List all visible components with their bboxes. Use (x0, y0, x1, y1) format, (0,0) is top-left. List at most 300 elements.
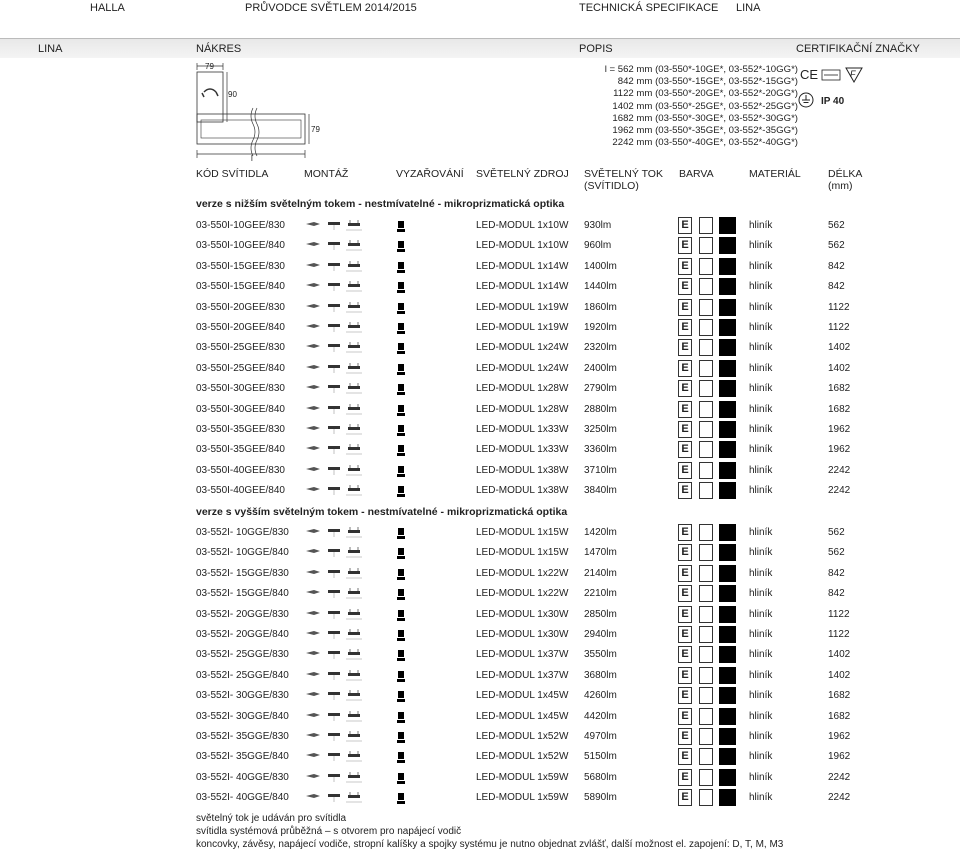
light-source: LED-MODUL 1x15W (476, 547, 569, 559)
radiation-icon (397, 732, 405, 743)
color-e-badge: E (678, 789, 692, 806)
radiation-icon (397, 364, 405, 375)
color-e-badge: E (678, 462, 692, 479)
light-source: LED-MODUL 1x14W (476, 260, 569, 272)
length-value: 562 (828, 220, 845, 231)
cert-marks-svg (796, 64, 906, 114)
mounting-icons (304, 568, 364, 580)
radiation-icon (397, 445, 405, 456)
color-white-swatch (699, 789, 713, 806)
radiation-icon (397, 610, 405, 621)
color-e-badge: E (678, 258, 692, 275)
table-row (196, 666, 956, 686)
height-end-label: 79 (311, 125, 320, 134)
color-black-swatch (719, 482, 736, 499)
radiation-icon (397, 384, 405, 395)
color-black-swatch (719, 626, 736, 643)
length-value: 1682 (828, 690, 851, 702)
color-black-swatch (719, 258, 736, 275)
description-heading: POPIS (579, 43, 613, 55)
color-e-badge: E (678, 237, 692, 254)
color-black-swatch (719, 441, 736, 458)
description-line: 1122 mm (03-550*-20GE*, 03-552*-20GG*) (613, 88, 798, 100)
material: hliník (749, 485, 773, 497)
radiation-icon (397, 241, 405, 252)
color-e-badge: E (678, 360, 692, 377)
table-row (196, 625, 956, 645)
certification-marks (796, 64, 906, 114)
col-source: SVĚTELNÝ ZDROJ (476, 168, 569, 180)
table-row (196, 379, 956, 399)
description-line: 842 mm (03-550*-15GE*, 03-552*-15GG*) (617, 76, 798, 88)
length-value: 1402 (828, 669, 851, 681)
mounting-icons (304, 342, 364, 354)
length-value: 1122 (828, 322, 850, 333)
color-e-badge: E (678, 606, 692, 623)
material: hliník (749, 220, 773, 231)
table-row (196, 768, 956, 788)
product-code: 03-552I- 20GGE/830 (196, 608, 289, 620)
mounting-icons (304, 690, 364, 702)
table-row (196, 236, 956, 256)
certification-heading: CERTIFIKAČNÍ ZNAČKY (796, 43, 920, 55)
col-mount: MONTÁŽ (304, 168, 349, 180)
color-white-swatch (699, 667, 713, 684)
radiation-icon (397, 793, 405, 804)
section-label: TECHNICKÁ SPECIFIKACE (579, 2, 719, 14)
light-source: LED-MODUL 1x30W (476, 629, 569, 640)
radiation-icon (397, 486, 405, 497)
color-black-swatch (719, 380, 736, 397)
color-black-swatch (719, 401, 736, 418)
mounting-icons (304, 444, 364, 456)
mounting-icons (304, 731, 364, 743)
product-code: 03-552I- 40GGE/840 (196, 792, 289, 804)
luminous-flux: 3840lm (584, 485, 617, 497)
luminous-flux: 4260lm (584, 690, 617, 702)
product-code: 03-550I-25GEE/840 (196, 362, 285, 374)
color-white-swatch (699, 401, 713, 418)
mounting-icons (304, 792, 364, 804)
color-e-badge: E (678, 401, 692, 418)
group-title-high: verze s vyšším světelným tokem - nestmívatelné - mikroprizmatická optika (196, 506, 568, 518)
color-black-swatch (719, 728, 736, 745)
col-flux: SVĚTELNÝ TOK (SVÍTIDLO) (584, 168, 663, 192)
svg-text:F: F (850, 69, 856, 79)
color-white-swatch (699, 544, 713, 561)
table-row (196, 440, 956, 460)
color-e-badge: E (678, 728, 692, 745)
product-code: 03-550I-25GEE/830 (196, 342, 285, 354)
color-e-badge: E (678, 544, 692, 561)
table-row (196, 216, 956, 236)
product-code: 03-550I-40GEE/830 (196, 464, 285, 476)
light-source: LED-MODUL 1x37W (476, 649, 569, 661)
ip-rating-label: IP 40 (821, 96, 845, 107)
product-code: 03-550I-20GEE/830 (196, 301, 285, 313)
color-e-badge: E (678, 278, 692, 295)
luminous-flux: 2790lm (584, 383, 617, 395)
luminaire-drawing-svg (195, 62, 335, 162)
color-black-swatch (719, 339, 736, 356)
color-white-swatch (699, 585, 713, 602)
color-white-swatch (699, 237, 713, 254)
light-source: LED-MODUL 1x19W (476, 301, 569, 313)
product-code: 03-552I- 10GGE/840 (196, 547, 289, 559)
color-e-badge: E (678, 626, 692, 643)
color-white-swatch (699, 339, 713, 356)
light-source: LED-MODUL 1x38W (476, 464, 569, 476)
color-black-swatch (719, 217, 736, 234)
table-row (196, 420, 956, 440)
color-white-swatch (699, 299, 713, 316)
material: hliník (749, 424, 773, 435)
length-value: 1122 (828, 301, 850, 313)
light-source: LED-MODUL 1x52W (476, 731, 569, 742)
color-white-swatch (699, 482, 713, 499)
mounting-icons (304, 302, 364, 314)
color-black-swatch (719, 462, 736, 479)
table-row (196, 645, 956, 665)
material: hliník (749, 547, 773, 559)
table-row (196, 686, 956, 706)
light-source: LED-MODUL 1x45W (476, 710, 569, 722)
length-value: 842 (828, 567, 845, 579)
footer-notes (196, 812, 956, 851)
luminous-flux: 1920lm (584, 322, 617, 333)
table-row (196, 338, 956, 358)
light-source: LED-MODUL 1x22W (476, 588, 569, 600)
table-row (196, 747, 956, 767)
width-dimension-label: 79 (205, 62, 214, 71)
luminous-flux: 1470lm (584, 547, 617, 559)
col-code: KÓD SVÍTIDLA (196, 168, 269, 180)
radiation-icon (397, 262, 405, 273)
color-e-badge: E (678, 217, 692, 234)
color-black-swatch (719, 565, 736, 582)
color-black-swatch (719, 299, 736, 316)
color-black-swatch (719, 319, 736, 336)
description-line: l = 562 mm (03-550*-10GE*, 03-552*-10GG*) (604, 64, 798, 75)
table-row (196, 359, 956, 379)
color-e-badge: E (678, 687, 692, 704)
color-white-swatch (699, 524, 713, 541)
table-row (196, 257, 956, 277)
mounting-icons (304, 588, 364, 600)
color-white-swatch (699, 360, 713, 377)
table-row (196, 605, 956, 625)
light-source: LED-MODUL 1x28W (476, 383, 569, 395)
color-black-swatch (719, 606, 736, 623)
color-black-swatch (719, 769, 736, 786)
length-value: 562 (828, 240, 845, 252)
technical-drawing (195, 62, 335, 162)
mounting-icons (304, 649, 364, 661)
table-row (196, 481, 956, 501)
light-source: LED-MODUL 1x22W (476, 567, 569, 579)
light-source: LED-MODUL 1x15W (476, 527, 569, 538)
light-source: LED-MODUL 1x45W (476, 690, 569, 702)
mounting-icons (304, 527, 364, 539)
luminous-flux: 1400lm (584, 260, 617, 272)
table-row (196, 461, 956, 481)
length-value: 1402 (828, 362, 851, 374)
luminous-flux: 5890lm (584, 792, 617, 804)
height-side-label: 90 (228, 90, 237, 99)
mounting-icons (304, 240, 364, 252)
length-value: 842 (828, 260, 845, 272)
radiation-icon (397, 589, 405, 600)
color-white-swatch (699, 565, 713, 582)
description-list (578, 64, 798, 149)
material: hliník (749, 608, 773, 620)
material: hliník (749, 240, 773, 252)
mounting-icons (304, 220, 364, 232)
product-code: 03-550I-15GEE/840 (196, 281, 285, 293)
mounting-icons (304, 383, 364, 395)
light-source: LED-MODUL 1x33W (476, 424, 569, 435)
footer-note: koncovky, závěsy, napájecí vodiče, stropní kalíšky a spojky systému je nutno objednat zvlášť, další možnost el. zapojení: D, T, M, M3 (196, 839, 784, 850)
table-row (196, 584, 956, 604)
earth-ground-icon (799, 93, 813, 107)
luminous-flux: 3360lm (584, 444, 617, 456)
color-black-swatch (719, 585, 736, 602)
product-name: LINA (38, 43, 63, 55)
color-e-badge: E (678, 769, 692, 786)
mounting-icons (304, 485, 364, 497)
table-row (196, 727, 956, 747)
color-e-badge: E (678, 299, 692, 316)
color-e-badge: E (678, 748, 692, 765)
length-label: l (251, 154, 253, 162)
light-source: LED-MODUL 1x24W (476, 362, 569, 374)
enec-mark-icon (822, 70, 840, 80)
table-row (196, 788, 956, 808)
footer-note: svítidla systémová průběžná – s otvorem pro napájecí vodič (196, 826, 462, 837)
description-line: 1682 mm (03-550*-30GE*, 03-552*-30GG*) (612, 112, 798, 124)
material: hliník (749, 260, 773, 272)
table-row (196, 400, 956, 420)
product-code: 03-552I- 20GGE/840 (196, 629, 289, 640)
material: hliník (749, 731, 773, 742)
mounting-icons (304, 629, 364, 641)
luminous-flux: 2940lm (584, 629, 617, 640)
color-white-swatch (699, 441, 713, 458)
length-value: 1682 (828, 710, 851, 722)
product-code: 03-550I-30GEE/840 (196, 403, 285, 415)
light-source: LED-MODUL 1x14W (476, 281, 569, 293)
length-value: 2242 (828, 464, 851, 476)
product-code: 03-552I- 40GGE/830 (196, 771, 289, 783)
group-title-low: verze s nižším světelným tokem - nestmívatelné - mikroprizmatická optika (196, 198, 565, 210)
product-code: 03-552I- 25GGE/840 (196, 669, 289, 681)
length-value: 1962 (828, 751, 851, 763)
luminous-flux: 5680lm (584, 771, 617, 783)
material: hliník (749, 690, 773, 702)
luminous-flux: 930lm (584, 220, 612, 231)
light-source: LED-MODUL 1x19W (476, 322, 569, 333)
product-code: 03-552I- 30GGE/830 (196, 690, 289, 702)
radiation-icon (397, 221, 405, 232)
product-code: 03-550I-35GEE/840 (196, 444, 285, 456)
luminous-flux: 4420lm (584, 710, 617, 722)
color-e-badge: E (678, 441, 692, 458)
luminous-flux: 2850lm (584, 608, 617, 620)
mounting-icons (304, 322, 364, 334)
mounting-icons (304, 772, 364, 784)
table-row (196, 318, 956, 338)
luminous-flux: 4970lm (584, 731, 617, 742)
length-value: 2242 (828, 792, 851, 804)
radiation-icon (397, 282, 405, 293)
material: hliník (749, 771, 773, 783)
product-code: 03-550I-30GEE/830 (196, 383, 285, 395)
color-black-swatch (719, 748, 736, 765)
color-black-swatch (719, 708, 736, 725)
length-value: 1402 (828, 649, 851, 661)
luminous-flux: 2140lm (584, 567, 617, 579)
luminous-flux: 3250lm (584, 424, 617, 435)
product-code: 03-552I- 10GGE/830 (196, 527, 289, 538)
length-value: 1682 (828, 383, 851, 395)
top-bar (0, 0, 960, 20)
mounting-icons (304, 547, 364, 559)
length-value: 1682 (828, 403, 851, 415)
product-code: 03-550I-35GEE/830 (196, 424, 285, 435)
radiation-icon (397, 569, 405, 580)
color-white-swatch (699, 278, 713, 295)
color-black-swatch (719, 360, 736, 377)
color-white-swatch (699, 626, 713, 643)
product-code: 03-552I- 30GGE/840 (196, 710, 289, 722)
color-black-swatch (719, 667, 736, 684)
luminous-flux: 1860lm (584, 301, 617, 313)
mounting-icons (304, 711, 364, 723)
table-row (196, 523, 956, 543)
radiation-icon (397, 528, 405, 539)
length-value: 842 (828, 281, 845, 293)
color-e-badge: E (678, 421, 692, 438)
luminous-flux: 1440lm (584, 281, 617, 293)
light-source: LED-MODUL 1x33W (476, 444, 569, 456)
radiation-icon (397, 773, 405, 784)
catalog-title: PRŮVODCE SVĚTLEM 2014/2015 (245, 2, 417, 14)
length-value: 1402 (828, 342, 851, 354)
length-value: 1962 (828, 444, 851, 456)
mounting-icons (304, 281, 364, 293)
radiation-icon (397, 712, 405, 723)
luminous-flux: 3710lm (584, 464, 617, 476)
color-e-badge: E (678, 319, 692, 336)
luminous-flux: 2400lm (584, 362, 617, 374)
color-e-badge: E (678, 524, 692, 541)
color-e-badge: E (678, 565, 692, 582)
material: hliník (749, 527, 773, 538)
description-line: 1402 mm (03-550*-25GE*, 03-552*-25GG*) (612, 100, 798, 112)
color-e-badge: E (678, 585, 692, 602)
luminous-flux: 3550lm (584, 649, 617, 661)
color-e-badge: E (678, 646, 692, 663)
color-white-swatch (699, 728, 713, 745)
col-radiation: VYZAŘOVÁNÍ (396, 168, 464, 180)
light-source: LED-MODUL 1x30W (476, 608, 569, 620)
material: hliník (749, 649, 773, 661)
color-white-swatch (699, 258, 713, 275)
luminous-flux: 1420lm (584, 527, 617, 538)
material: hliník (749, 464, 773, 476)
length-value: 2242 (828, 771, 851, 783)
light-source: LED-MODUL 1x28W (476, 403, 569, 415)
mounting-icons (304, 670, 364, 682)
footer-note: světelný tok je udáván pro svítidla (196, 813, 347, 824)
light-source: LED-MODUL 1x24W (476, 342, 569, 354)
description-line: 2242 mm (03-550*-40GE*, 03-552*-40GG*) (612, 137, 798, 149)
f-triangle-icon (846, 68, 862, 82)
radiation-icon (397, 630, 405, 641)
color-white-swatch (699, 748, 713, 765)
color-e-badge: E (678, 667, 692, 684)
color-white-swatch (699, 319, 713, 336)
color-black-swatch (719, 544, 736, 561)
color-black-swatch (719, 789, 736, 806)
length-value: 562 (828, 547, 845, 559)
mounting-icons (304, 261, 364, 273)
luminous-flux: 960lm (584, 240, 612, 252)
product-label: LINA (736, 2, 761, 14)
color-e-badge: E (678, 380, 692, 397)
length-value: 1962 (828, 731, 851, 742)
material: hliník (749, 588, 773, 600)
table-row (196, 298, 956, 318)
drawing-heading: NÁKRES (196, 43, 242, 55)
length-value: 2242 (828, 485, 851, 497)
length-value: 1962 (828, 424, 851, 435)
color-white-swatch (699, 421, 713, 438)
material: hliník (749, 342, 773, 354)
product-code: 03-550I-20GEE/840 (196, 322, 285, 333)
material: hliník (749, 629, 773, 640)
product-code: 03-552I- 35GGE/840 (196, 751, 289, 763)
col-material: MATERIÁL (749, 168, 801, 180)
radiation-icon (397, 425, 405, 436)
col-color: BARVA (679, 168, 714, 180)
material: hliník (749, 751, 773, 763)
radiation-icon (397, 650, 405, 661)
color-white-swatch (699, 462, 713, 479)
color-white-swatch (699, 687, 713, 704)
table-row (196, 543, 956, 563)
luminous-flux: 2320lm (584, 342, 617, 354)
radiation-icon (397, 323, 405, 334)
color-black-swatch (719, 278, 736, 295)
light-source: LED-MODUL 1x10W (476, 220, 569, 231)
material: hliník (749, 444, 773, 456)
length-value: 1122 (828, 629, 850, 640)
color-white-swatch (699, 380, 713, 397)
light-source: LED-MODUL 1x37W (476, 669, 569, 681)
mounting-icons (304, 465, 364, 477)
material: hliník (749, 792, 773, 804)
material: hliník (749, 403, 773, 415)
radiation-icon (397, 405, 405, 416)
product-code: 03-550I-15GEE/830 (196, 260, 285, 272)
color-black-swatch (719, 421, 736, 438)
product-code: 03-552I- 15GGE/830 (196, 567, 289, 579)
material: hliník (749, 362, 773, 374)
luminous-flux: 5150lm (584, 751, 617, 763)
material: hliník (749, 567, 773, 579)
luminous-flux: 2880lm (584, 403, 617, 415)
